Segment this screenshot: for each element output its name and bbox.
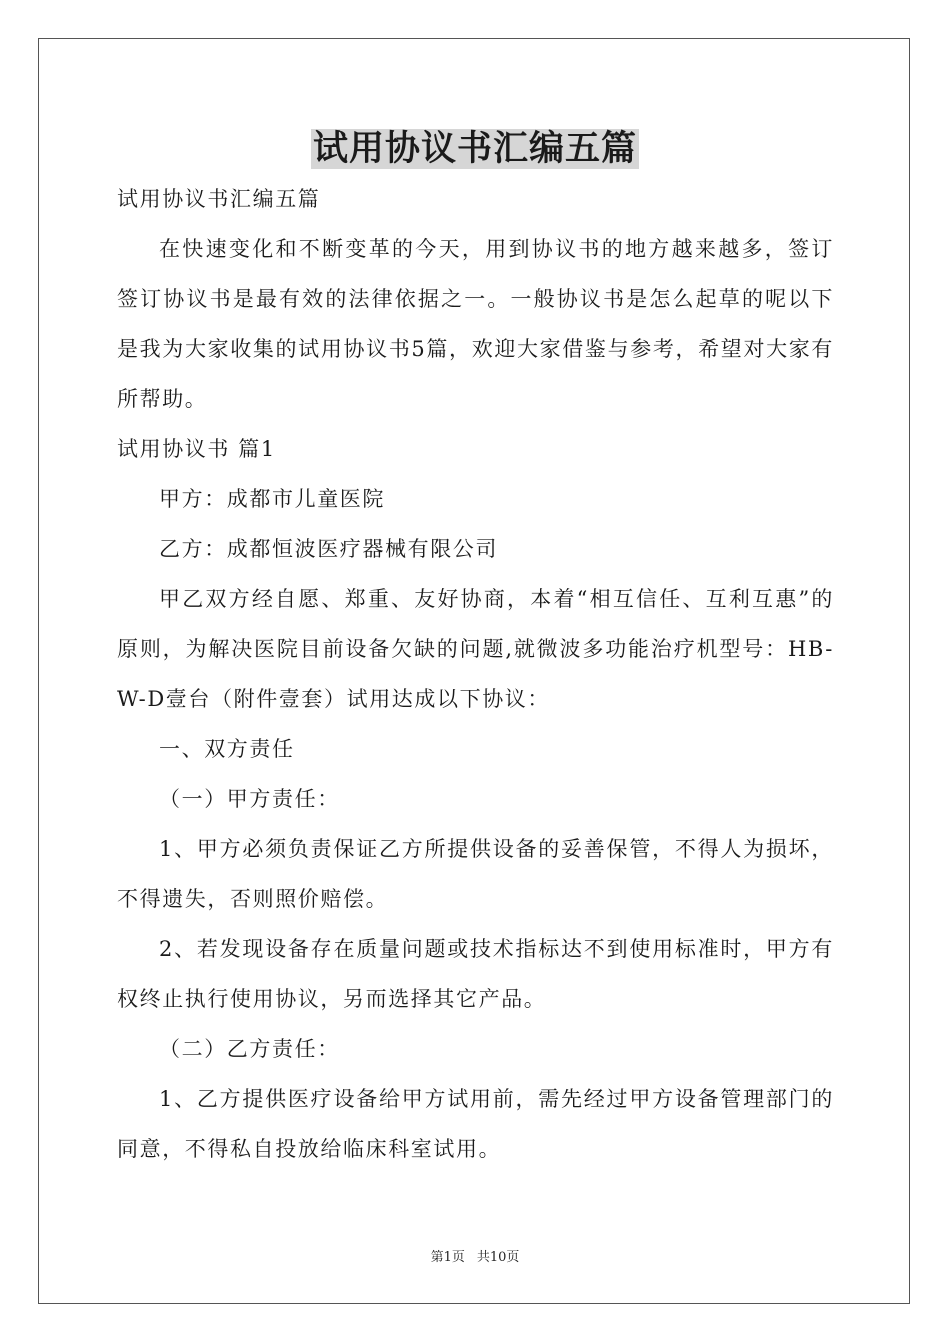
paragraph: 1、甲方必须负责保证乙方所提供设备的妥善保管，不得人为损坏，不得遗失，否则照价赔偿。 [117, 837, 834, 911]
paragraph: 一、双方责任 [159, 737, 295, 761]
paragraph: 1、乙方提供医疗设备给甲方试用前，需先经过甲方设备管理部门的同意，不得私自投放给临床科室试用。 [117, 1087, 834, 1161]
paragraph: 2、若发现设备存在质量问题或技术指标达不到使用标准时，甲方有权终止执行使用协议，另而选择其它产品。 [117, 937, 834, 1011]
paragraph: 在快速变化和不断变革的今天，用到协议书的地方越来越多，签订签订协议书是最有效的法律依据之一。一般协议书是怎么起草的呢以下是我为大家收集的试用协议书5篇，欢迎大家借鉴与参考，希望对大家有所帮助。 [117, 237, 834, 411]
document-title [0, 126, 950, 172]
paragraph: 试用协议书汇编五篇 [117, 187, 321, 211]
paragraph: （二）乙方责任： [159, 1037, 340, 1061]
paragraph: 试用协议书 篇1 [117, 437, 276, 461]
paragraph: 甲方：成都市儿童医院 [159, 487, 385, 511]
page-total: 共10页 [476, 1250, 520, 1265]
paragraph: 乙方：成都恒波医疗器械有限公司 [159, 537, 498, 561]
paragraph: 甲乙双方经自愿、郑重、友好协商，本着“相互信任、互利互惠”的原则，为解决医院目前设备欠缺的问题,就微波多功能治疗机型号：HB-W-D壹台（附件壹套）试用达成以下协议： [117, 587, 834, 711]
document-title-text: 试用协议书汇编五篇 [312, 129, 637, 169]
page-number: 第1页 [430, 1250, 465, 1265]
paragraph: （一）甲方责任： [159, 787, 340, 811]
page-footer [0, 1246, 950, 1265]
document-body [117, 174, 834, 1174]
